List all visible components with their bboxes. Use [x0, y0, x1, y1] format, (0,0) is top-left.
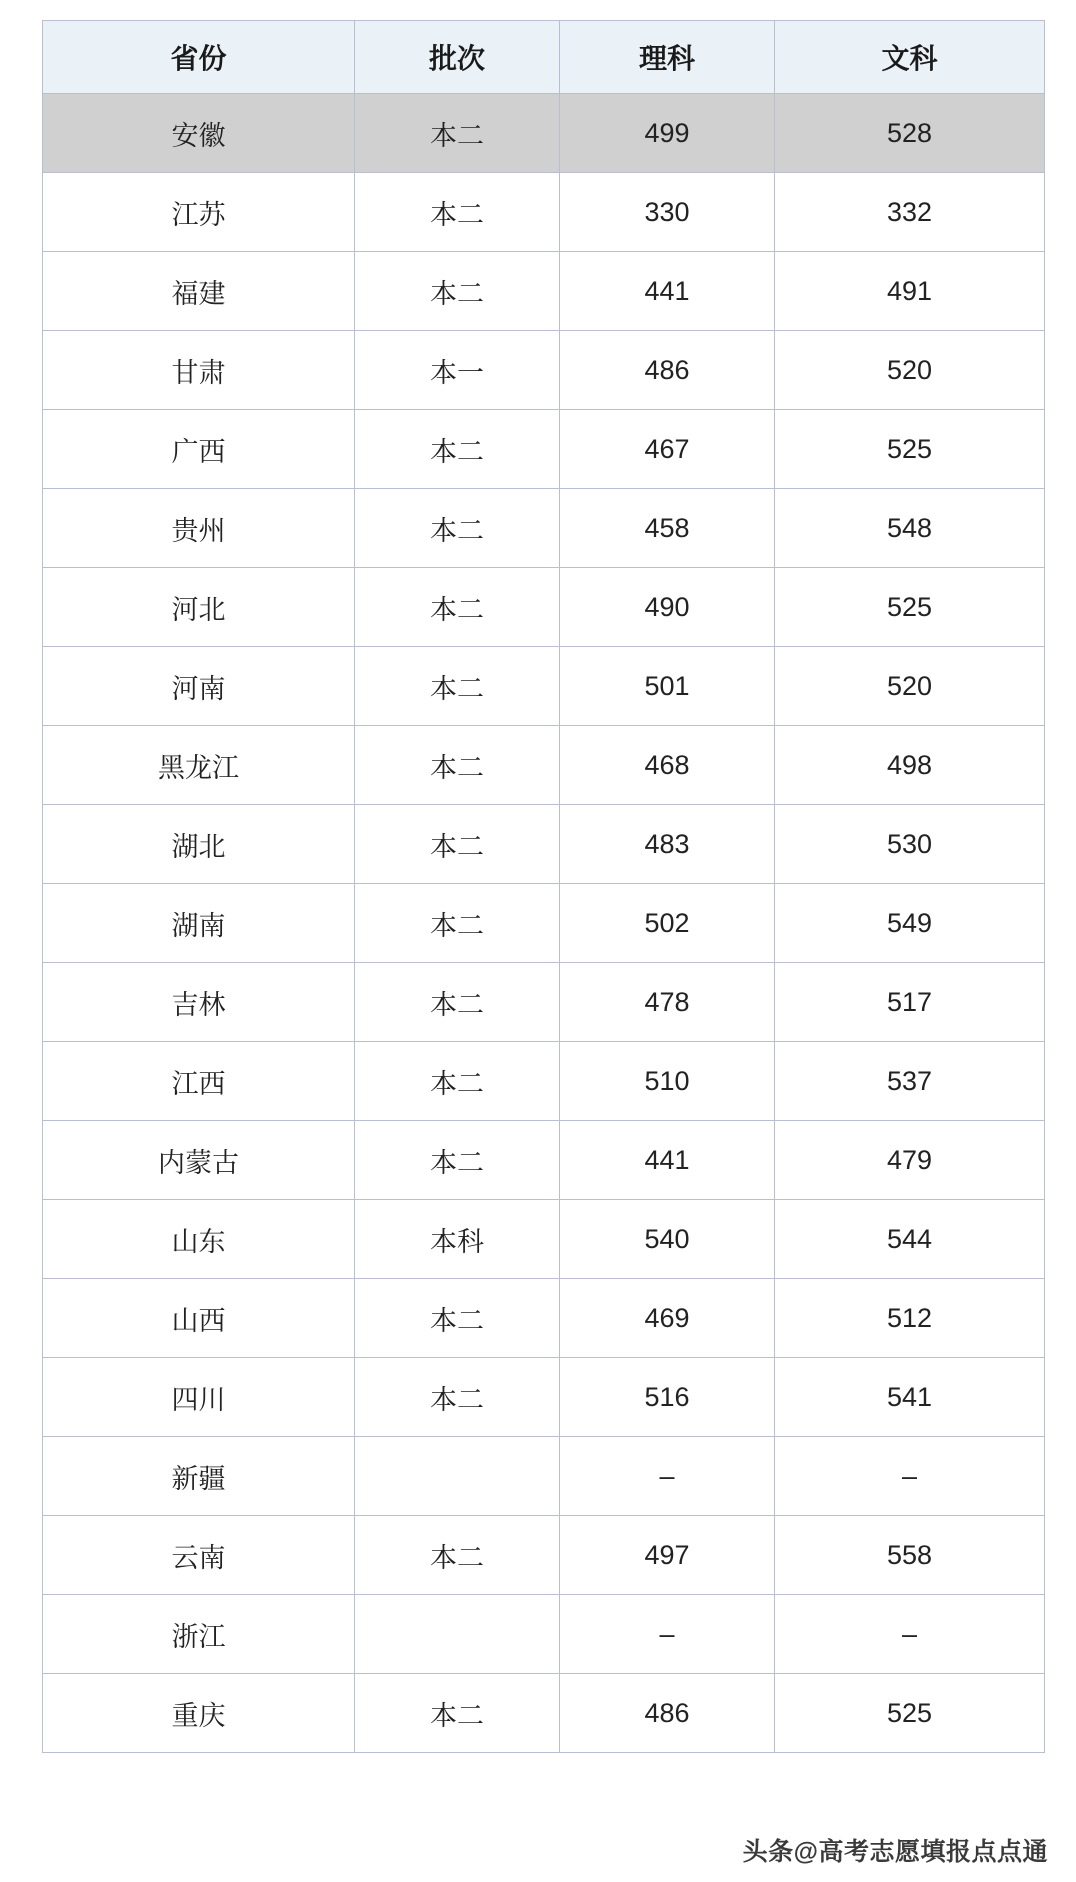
cell-arts-score: 525	[775, 410, 1045, 489]
cell-batch: 本二	[355, 963, 560, 1042]
table-row	[43, 726, 1045, 805]
cell-province: 云南	[43, 1516, 355, 1595]
cell-science-score: 486	[560, 1674, 775, 1753]
cell-science-score: 483	[560, 805, 775, 884]
cell-batch: 本二	[355, 1358, 560, 1437]
table-row	[43, 963, 1045, 1042]
table-row	[43, 884, 1045, 963]
column-header-arts: 文科	[775, 21, 1045, 94]
cell-science-score: 516	[560, 1358, 775, 1437]
table-row	[43, 94, 1045, 173]
cell-science-score: 502	[560, 884, 775, 963]
cell-arts-score: 558	[775, 1516, 1045, 1595]
cell-science-score: 467	[560, 410, 775, 489]
cell-arts-score: 520	[775, 647, 1045, 726]
cell-province: 黑龙江	[43, 726, 355, 805]
cell-science-score: 441	[560, 252, 775, 331]
cell-arts-score: 525	[775, 568, 1045, 647]
cell-province: 四川	[43, 1358, 355, 1437]
cell-science-score: 468	[560, 726, 775, 805]
cell-batch: 本二	[355, 884, 560, 963]
table-row	[43, 805, 1045, 884]
cell-science-score: 458	[560, 489, 775, 568]
table-row	[43, 1674, 1045, 1753]
table-row	[43, 647, 1045, 726]
table-row	[43, 489, 1045, 568]
table-row	[43, 568, 1045, 647]
watermark-prefix: 头条	[742, 1838, 794, 1866]
cell-science-score: 478	[560, 963, 775, 1042]
cell-arts-score: 498	[775, 726, 1045, 805]
cell-batch: 本二	[355, 568, 560, 647]
cell-science-score: 330	[560, 173, 775, 252]
cell-batch: 本二	[355, 410, 560, 489]
cell-arts-score: 530	[775, 805, 1045, 884]
cell-batch: 本二	[355, 489, 560, 568]
cell-science-score: –	[560, 1595, 775, 1674]
cell-batch: 本二	[355, 1121, 560, 1200]
cell-batch: 本二	[355, 252, 560, 331]
table-row	[43, 1200, 1045, 1279]
cell-arts-score: 525	[775, 1674, 1045, 1753]
cell-province: 贵州	[43, 489, 355, 568]
table-row	[43, 1358, 1045, 1437]
cell-science-score: 469	[560, 1279, 775, 1358]
cell-province: 内蒙古	[43, 1121, 355, 1200]
cell-province: 山东	[43, 1200, 355, 1279]
cell-arts-score: 548	[775, 489, 1045, 568]
table-row	[43, 252, 1045, 331]
table-row	[43, 1279, 1045, 1358]
cell-science-score: 499	[560, 94, 775, 173]
cell-arts-score: 537	[775, 1042, 1045, 1121]
column-header-province: 省份	[43, 21, 355, 94]
cell-arts-score: –	[775, 1437, 1045, 1516]
column-header-science: 理科	[560, 21, 775, 94]
table-row	[43, 173, 1045, 252]
cell-province: 吉林	[43, 963, 355, 1042]
watermark	[743, 1832, 1048, 1868]
cell-batch: 本二	[355, 726, 560, 805]
cell-arts-score: 520	[775, 331, 1045, 410]
cell-province: 安徽	[43, 94, 355, 173]
cell-province: 重庆	[43, 1674, 355, 1753]
table-row	[43, 1516, 1045, 1595]
table-row	[43, 1121, 1045, 1200]
cell-science-score: 510	[560, 1042, 775, 1121]
cell-batch: 本二	[355, 647, 560, 726]
cell-province: 江西	[43, 1042, 355, 1121]
cell-batch: 本科	[355, 1200, 560, 1279]
cell-batch	[355, 1595, 560, 1674]
cell-science-score: 441	[560, 1121, 775, 1200]
watermark-text: @高考志愿填报点点通	[793, 1838, 1048, 1866]
cell-batch: 本二	[355, 1279, 560, 1358]
table-row	[43, 331, 1045, 410]
table-row	[43, 1437, 1045, 1516]
cell-batch: 本二	[355, 1674, 560, 1753]
cell-arts-score: 512	[775, 1279, 1045, 1358]
cell-arts-score: 491	[775, 252, 1045, 331]
cell-batch: 本一	[355, 331, 560, 410]
cell-province: 福建	[43, 252, 355, 331]
cell-arts-score: 544	[775, 1200, 1045, 1279]
cell-province: 河南	[43, 647, 355, 726]
cell-science-score: –	[560, 1437, 775, 1516]
cell-arts-score: 479	[775, 1121, 1045, 1200]
table-row	[43, 1595, 1045, 1674]
cell-province: 湖北	[43, 805, 355, 884]
column-header-batch: 批次	[355, 21, 560, 94]
score-table-container	[42, 20, 1044, 1753]
cell-science-score: 490	[560, 568, 775, 647]
cell-province: 湖南	[43, 884, 355, 963]
cell-batch: 本二	[355, 1042, 560, 1121]
cell-arts-score: 517	[775, 963, 1045, 1042]
cell-province: 山西	[43, 1279, 355, 1358]
cell-batch: 本二	[355, 173, 560, 252]
cell-arts-score: 332	[775, 173, 1045, 252]
cell-arts-score: 541	[775, 1358, 1045, 1437]
cell-batch: 本二	[355, 94, 560, 173]
cell-batch	[355, 1437, 560, 1516]
cell-province: 浙江	[43, 1595, 355, 1674]
cell-province: 甘肃	[43, 331, 355, 410]
cell-arts-score: 549	[775, 884, 1045, 963]
cell-arts-score: 528	[775, 94, 1045, 173]
cell-province: 江苏	[43, 173, 355, 252]
table-body	[43, 94, 1045, 1753]
table-header-row	[43, 21, 1045, 94]
cell-batch: 本二	[355, 805, 560, 884]
admission-score-table	[42, 20, 1045, 1753]
cell-arts-score: –	[775, 1595, 1045, 1674]
cell-science-score: 540	[560, 1200, 775, 1279]
cell-science-score: 501	[560, 647, 775, 726]
cell-science-score: 497	[560, 1516, 775, 1595]
table-header	[43, 21, 1045, 94]
cell-science-score: 486	[560, 331, 775, 410]
cell-province: 河北	[43, 568, 355, 647]
cell-province: 广西	[43, 410, 355, 489]
table-row	[43, 410, 1045, 489]
cell-batch: 本二	[355, 1516, 560, 1595]
cell-province: 新疆	[43, 1437, 355, 1516]
table-row	[43, 1042, 1045, 1121]
